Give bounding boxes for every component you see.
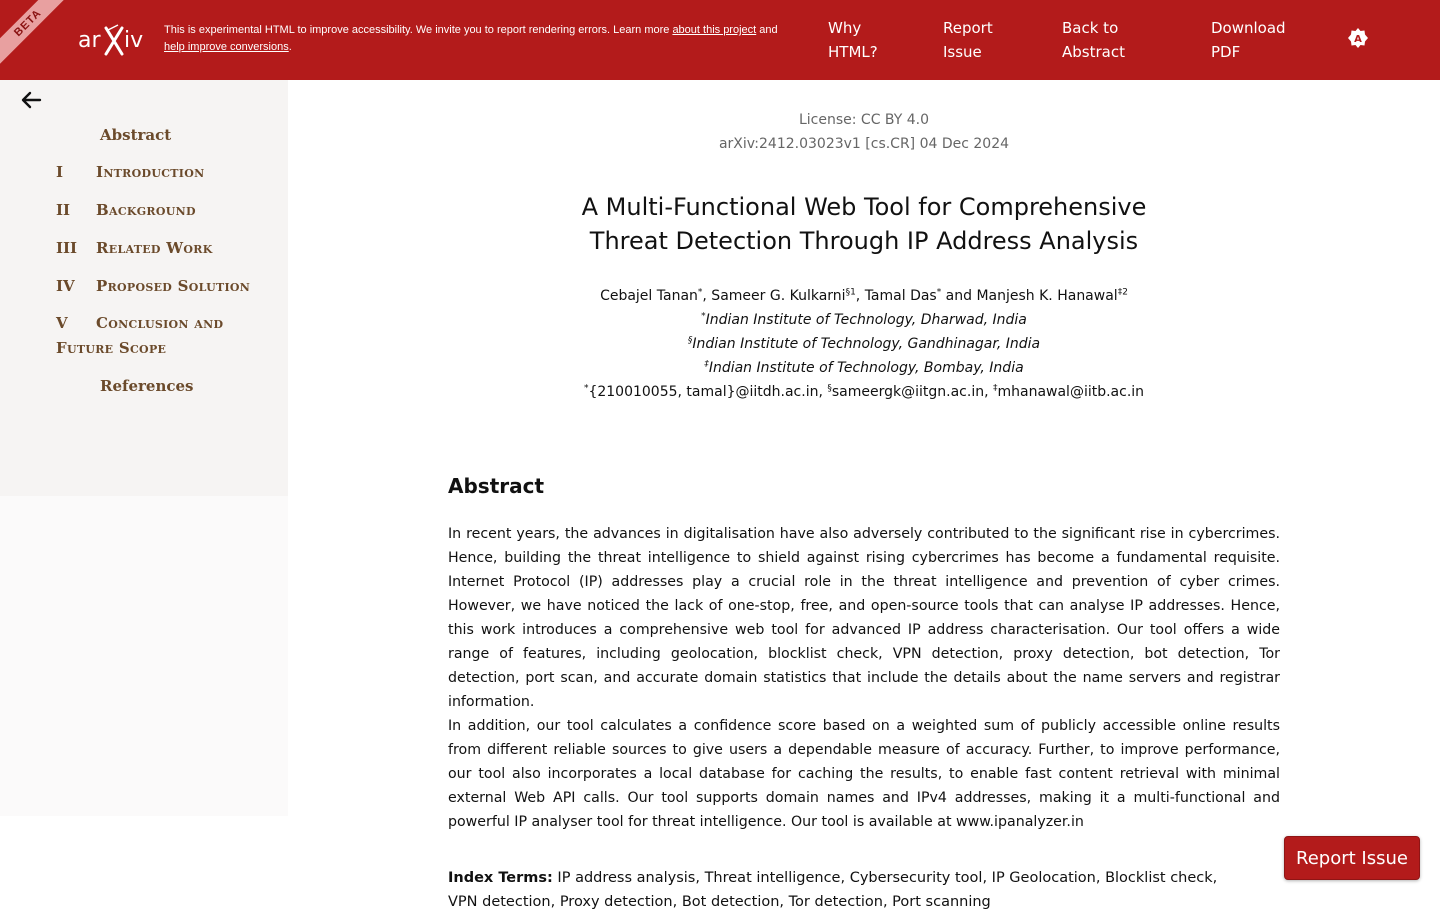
affiliation-text: Indian Institute of Technology, Gandhinagar, India (692, 336, 1041, 352)
email-mark: * (583, 383, 589, 394)
toc-item-references[interactable] (100, 377, 193, 395)
toc-num: IV (56, 277, 75, 295)
abstract-heading: Abstract (448, 474, 545, 498)
arxiv-logo[interactable] (78, 22, 152, 58)
affiliation (448, 312, 1280, 328)
nav-label-line1: Why (828, 19, 862, 37)
abstract-paragraph-1: In recent years, the advances in digitalisation have also adversely contributed to the significant rise in cybercrimes. Hence, building the threat intelligence to shield against rising cybercrimes has become a fundamental requisite. Internet Protocol (IP) addresses play a crucial role in the threat intelligence and prevention of cyber crimes. However, we have noticed the lack of one-stop, free, and open-source tools that can analyse IP addresses. Hence, this work introduces a comprehensive web tool for advanced IP address characterisation. Our tool offers a wide range of features, including geolocation, blocklist check, VPN detection, proxy detection, bot detection, Tor detection, port scan, and accurate domain statistics that include the details about the name servers and registrar information. (448, 526, 1280, 710)
back-to-abstract-link[interactable] (1062, 16, 1125, 64)
sidebar-lower-panel (0, 496, 288, 816)
toc-label: Future Scope (56, 339, 167, 357)
affiliation (448, 360, 1280, 376)
notice-mid: and (756, 24, 778, 36)
author-name: and Manjesh K. Hanawal (941, 288, 1118, 304)
toc-item-background[interactable] (96, 201, 196, 219)
affiliation-mark: ‡ (704, 359, 709, 370)
toc-item-conclusion-line2[interactable] (56, 339, 166, 357)
toc-item-abstract[interactable] (100, 126, 171, 144)
nav-label-line2: Issue (943, 43, 982, 61)
index-terms-label: Index Terms: (448, 870, 553, 886)
author-name: Cebajel Tanan (600, 288, 698, 304)
arrow-left-icon[interactable] (20, 90, 42, 110)
arxiv-id-text: arXiv:2412.03023v1 [cs.CR] 04 Dec 2024 (718, 136, 1010, 152)
email-text: mhanawal@iitb.ac.in (997, 384, 1145, 400)
svg-text:ar: ar (78, 28, 101, 53)
toc-label: Conclusion and (96, 314, 224, 332)
help-improve-link[interactable]: help improve conversions (164, 41, 289, 53)
toc-label: Abstract (100, 126, 172, 144)
affiliation-mark: § (687, 335, 693, 346)
nav-label-line1: Download (1211, 19, 1286, 37)
email-list (448, 384, 1280, 400)
nav-label-line2: HTML? (828, 43, 878, 61)
title-line1: A Multi-Functional Web Tool for Comprehensive (581, 193, 1147, 221)
author-list (448, 288, 1280, 304)
nav-label-line1: Back to (1062, 19, 1119, 37)
index-terms-text: IP address analysis, Threat intelligence, Cybersecurity tool, IP Geolocation, Blocklist check, VPN detection, Proxy detection, Bot detection, Tor detection, Port scanning (448, 870, 1218, 910)
email-text: sameergk@iitgn.ac.in, (831, 384, 993, 400)
notice-end: . (288, 41, 292, 53)
toc-label: Related Work (96, 239, 213, 257)
title-line2: Threat Detection Through IP Address Analysis (589, 227, 1139, 255)
toc-item-introduction[interactable] (96, 163, 204, 181)
toc-label: Background (96, 201, 196, 219)
affiliation-mark: * (701, 311, 706, 322)
paper-title (520, 190, 1208, 258)
toc-num: V (56, 314, 68, 332)
theme-toggle-icon[interactable] (1347, 27, 1369, 49)
nav-label-line2: PDF (1211, 43, 1241, 61)
toc-num: II (56, 201, 71, 219)
index-terms (448, 866, 1248, 914)
toc-num: I (56, 163, 64, 181)
author-name: , Tamal Das (855, 288, 937, 304)
download-pdf-link[interactable] (1211, 16, 1286, 64)
affiliation (448, 336, 1280, 352)
beta-ribbon: BETA (0, 0, 77, 72)
affiliation-text: Indian Institute of Technology, Bombay, India (708, 360, 1024, 376)
toc-label: Introduction (96, 163, 205, 181)
why-html-link[interactable] (828, 16, 878, 64)
experimental-notice (164, 22, 804, 56)
author-mark: ‡2 (1117, 287, 1128, 298)
toc-label: References (100, 377, 194, 395)
author-name: , Sameer G. Kulkarni (702, 288, 846, 304)
toc-item-conclusion[interactable] (96, 314, 223, 332)
email-mark: ‡ (992, 383, 998, 394)
affiliation-text: Indian Institute of Technology, Dharwad, India (705, 312, 1027, 328)
report-issue-button[interactable]: Report Issue (1284, 836, 1420, 880)
svg-text:iv: iv (124, 28, 144, 53)
svg-text:A: A (1354, 34, 1362, 45)
toc-num: III (56, 239, 78, 257)
about-project-link[interactable]: about this project (672, 24, 757, 36)
toc-item-proposed-solution[interactable] (96, 277, 250, 295)
author-mark: * (936, 287, 942, 298)
author-mark: * (697, 287, 703, 298)
toc-item-related-work[interactable] (96, 239, 213, 257)
license-text: License: CC BY 4.0 (798, 112, 930, 128)
top-banner (0, 0, 1440, 80)
email-mark: § (827, 383, 832, 394)
toc-label: Proposed Solution (96, 277, 251, 295)
nav-label-line1: Report (943, 19, 993, 37)
email-text: {210010055, tamal}@iitdh.ac.in, (588, 384, 828, 400)
notice-text: This is experimental HTML to improve accessibility. We invite you to report rendering errors. Learn more (164, 24, 673, 36)
nav-label-line2: Abstract (1062, 43, 1125, 61)
report-issue-link[interactable] (943, 16, 993, 64)
abstract-paragraph-2: In addition, our tool calculates a confidence score based on a weighted sum of publicly accessible online results from different reliable sources to give users a dependable measure of accuracy. Further, to improve performance, our tool also incorporates a local database for caching the results, to enable fast content retrieval with minimal external Web API calls. Our tool supports domain names and IPv4 addresses, making it a multi-functional and powerful IP analyser tool for threat intelligence. Our tool is available at www.ipanalyzer.in (448, 718, 1280, 830)
author-mark: §1 (845, 287, 856, 298)
